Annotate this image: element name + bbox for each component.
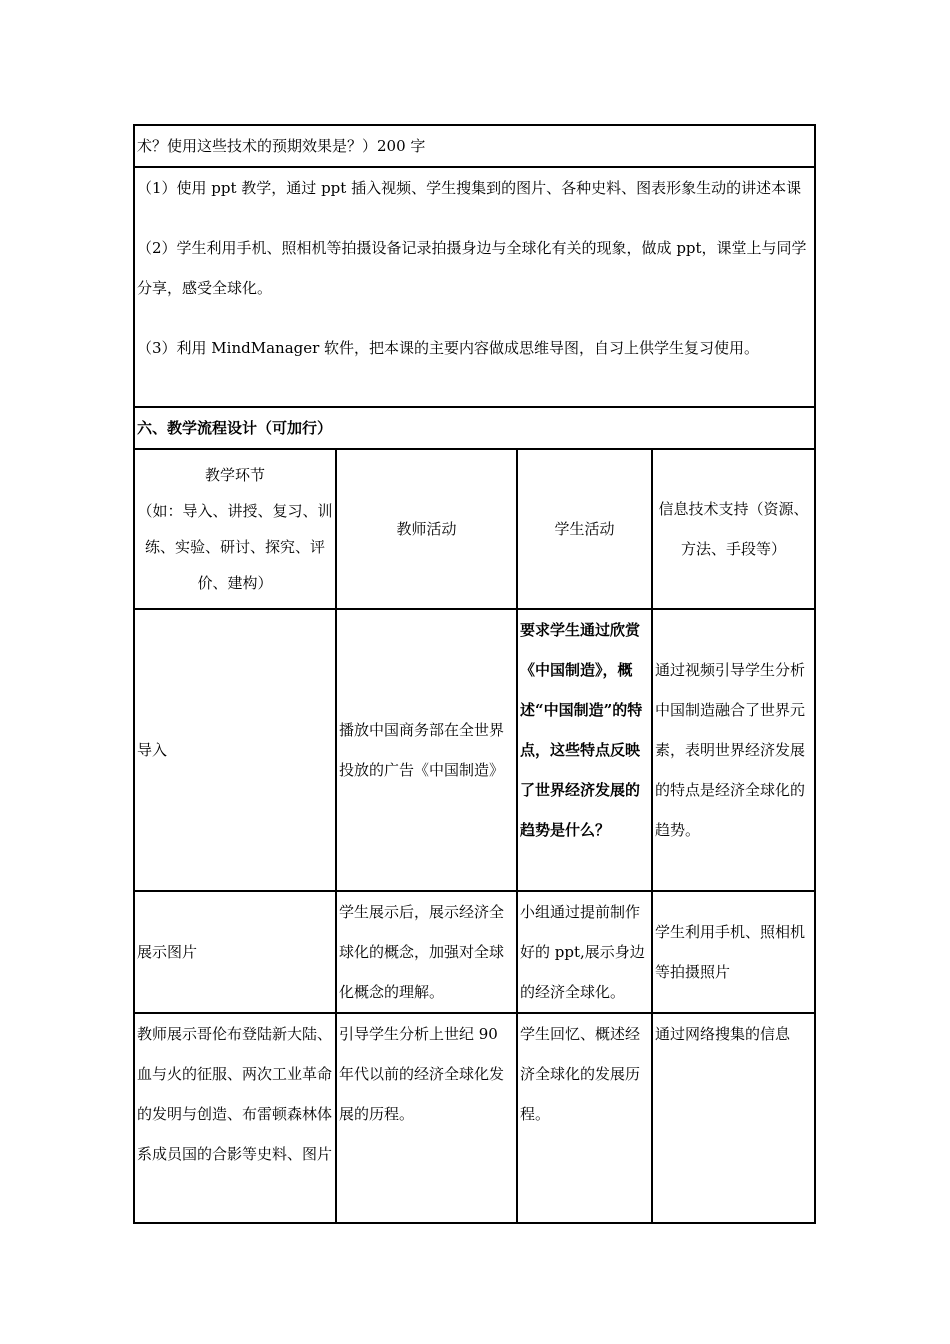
header-tech: 信息技术支持（资源、方法、手段等） [652,449,815,609]
header-stage-line2: （如：导入、讲授、复习、训练、实验、研讨、探究、评价、建构） [137,502,333,592]
row3-student: 学生回忆、概述经济全球化的发展历程。 [517,1013,652,1223]
row3-stage: 教师展示哥伦布登陆新大陆、血与火的征服、两次工业革命的发明与创造、布雷顿森林体系成员国的合影等史料、图片 [134,1013,336,1223]
row2-teacher: 学生展示后，展示经济全球化的概念，加强对全球化概念的理解。 [336,891,517,1013]
tech-item-2: （2）学生利用手机、照相机等拍摄设备记录拍摄身边与全球化有关的现象，做成 ppt，课堂上与同学分享，感受全球化。 [137,239,807,297]
row3-tech: 通过网络搜集的信息 [652,1013,815,1223]
header-teacher: 教师活动 [336,449,517,609]
header-student: 学生活动 [517,449,652,609]
tech-item-3: （3）利用 MindManager 软件，把本课的主要内容做成思维导图，自习上供学生复习使用。 [137,339,760,357]
row2-student: 小组通过提前制作好的 ppt,展示身边的经济全球化。 [517,891,652,1013]
section6-title: 六、教学流程设计（可加行） [134,407,815,449]
tech-item-1: （1）使用 ppt 教学，通过 ppt 插入视频、学生搜集到的图片、各种史料、图表形象生动的讲述本课 [137,179,802,197]
row2-stage: 展示图片 [134,891,336,1013]
section5-tail: 术？使用这些技术的预期效果是？）200 字 [134,125,815,167]
header-stage [134,449,336,609]
header-stage-line1: 教学环节 [204,466,265,484]
row3-teacher: 引导学生分析上世纪 90 年代以前的经济全球化发展的历程。 [336,1013,517,1223]
lesson-plan-table [133,124,816,1224]
row1-student: 要求学生通过欣赏《中国制造》，概述“中国制造”的特点，这些特点反映了世界经济发展的趋势是什么？ [517,609,652,891]
row1-stage: 导入 [134,609,336,891]
row1-teacher: 播放中国商务部在全世界投放的广告《中国制造》 [336,609,517,891]
row1-tech: 通过视频引导学生分析中国制造融合了世界元素，表明世界经济发展的特点是经济全球化的趋势。 [652,609,815,891]
section5-body [134,167,815,407]
row2-tech: 学生利用手机、照相机等拍摄照片 [652,891,815,1013]
